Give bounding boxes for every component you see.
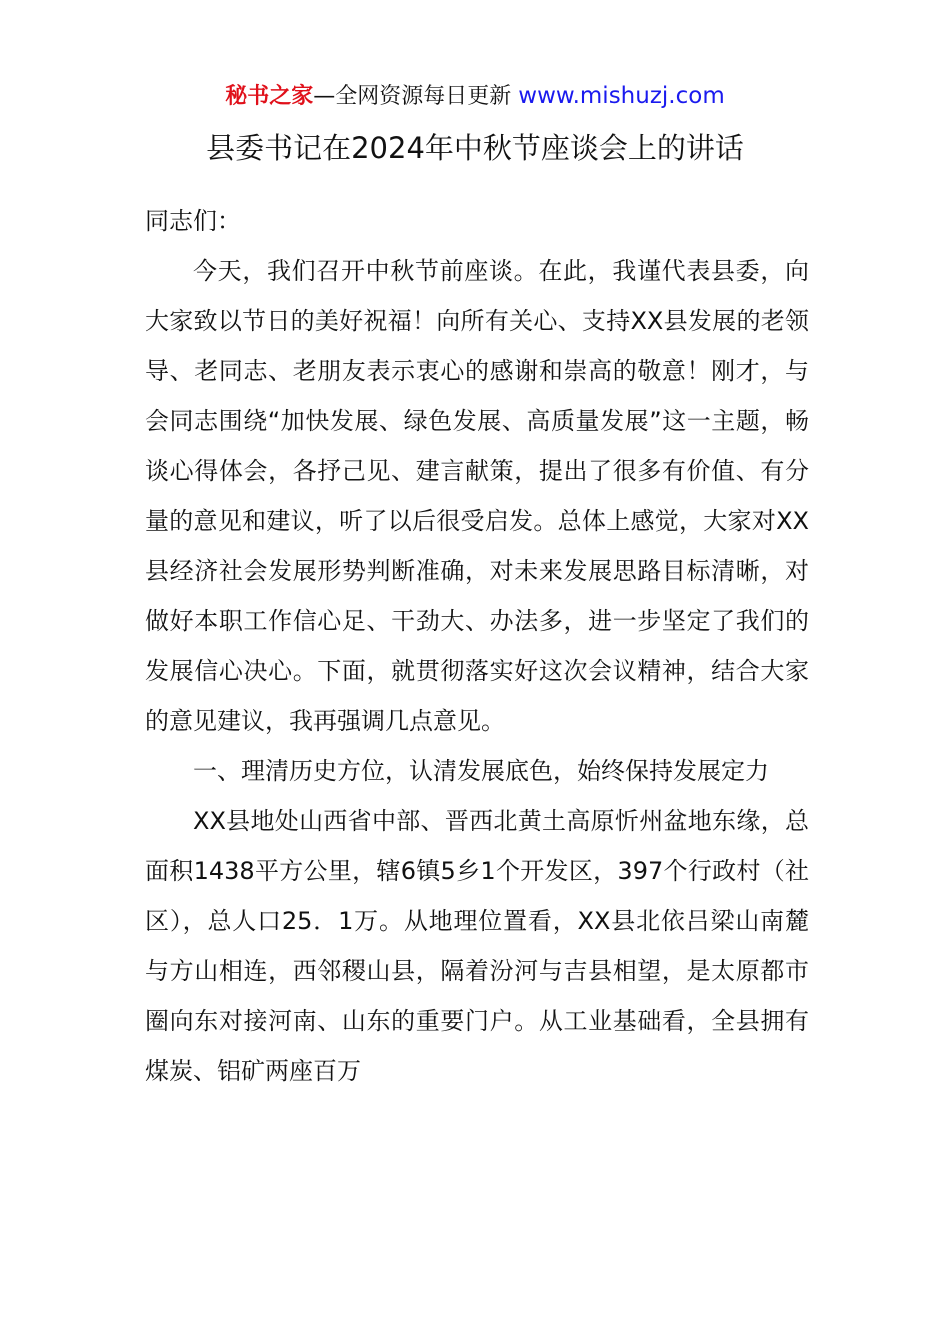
paragraph-geography: XX县地处山西省中部、晋西北黄土高原忻州盆地东缘，总面积1438平方公里，辖6镇5乡1个开发区，397个行政村（社区），总人口25．1万。从地理位置看，XX县北依吕梁山南麓与方山相连，西邻稷山县，隔着汾河与吉县相望，是太原都市圈向东对接河南、山东的重要门户。从工业基础看，全县拥有煤炭、铝矿两座百万: [145, 807, 809, 1085]
paragraph-opening: 今天，我们召开中秋节前座谈。在此，我谨代表县委，向大家致以节日的美好祝福！向所有关心、支持XX县发展的老领导、老同志、老朋友表示衷心的感谢和崇高的敬意！刚才，与会同志围绕“加快发展、绿色发展、高质量发展”这一主题，畅谈心得体会，各抒己见、建言献策，提出了很多有价值、有分量的意见和建议，听了以后很受启发。总体上感觉，大家对XX县经济社会发展形势判断准确，对未来发展思路目标清晰，对做好本职工作信心足、干劲大、办法多，进一步坚定了我们的发展信心决心。下面，就贯彻落实好这次会议精神，结合大家的意见建议，我再强调几点意见。: [145, 257, 809, 735]
site-url-link[interactable]: www.mishuzj.com: [518, 83, 725, 109]
site-header: [0, 80, 950, 113]
brand-name[interactable]: 秘书之家: [225, 84, 314, 109]
site-tagline: —全网资源每日更新: [313, 84, 519, 109]
section-heading-1: 一、理清历史方位，认清发展底色，始终保持发展定力: [193, 757, 769, 785]
salutation: 同志们：: [145, 207, 241, 235]
document-title: 县委书记在2024年中秋节座谈会上的讲话: [206, 131, 744, 165]
document-body: [145, 196, 809, 1096]
